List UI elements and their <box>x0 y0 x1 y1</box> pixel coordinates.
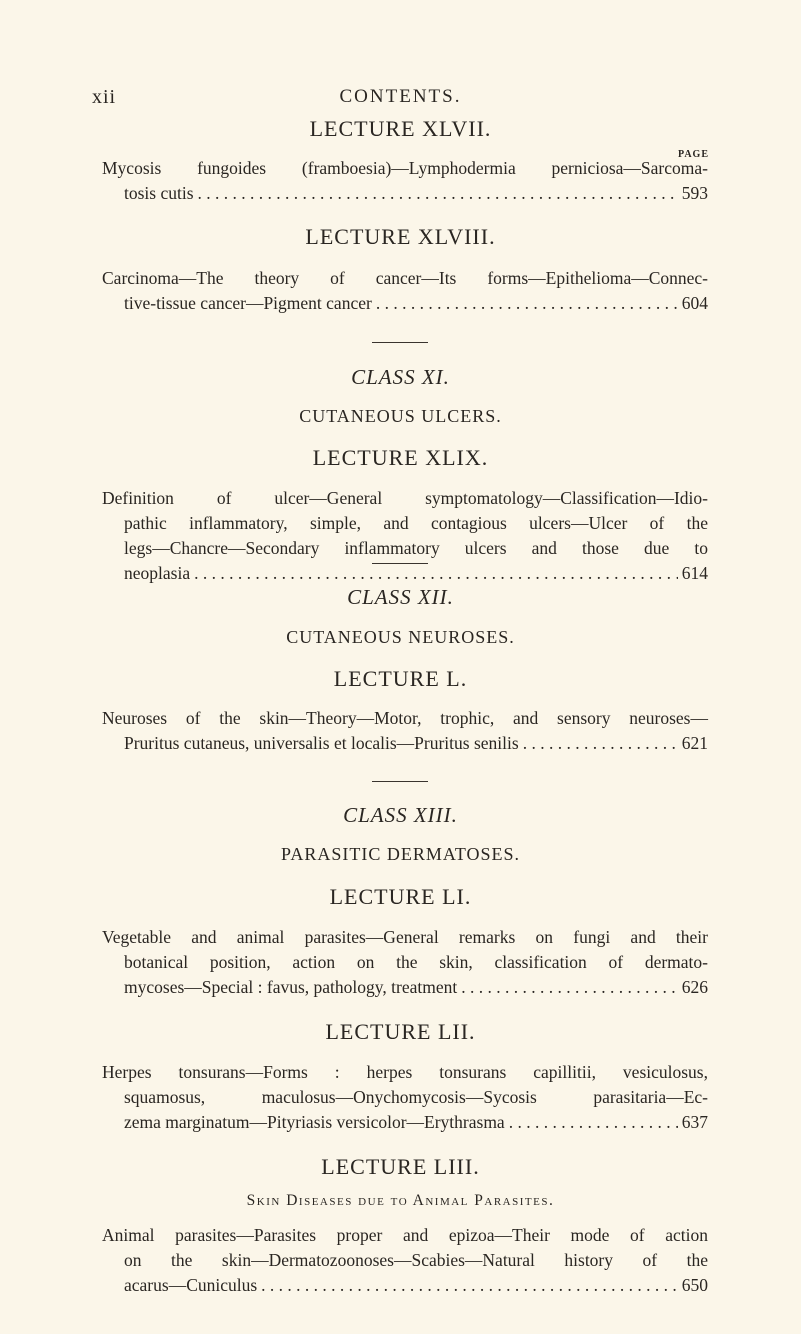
lecture-heading: LECTURE LII. <box>325 1019 476 1044</box>
contents-entry <box>102 156 708 206</box>
contents-entry <box>102 266 708 316</box>
page-column-label: PAGE <box>677 149 709 160</box>
running-head <box>92 86 709 110</box>
class-subtitle: CUTANEOUS ULCERS. <box>299 406 502 426</box>
entry-text: tive-tissue cancer—Pigment cancer <box>124 293 372 313</box>
entry-line: squamosus, maculosus—Onychomycosis—Sycosis parasitaria—Ec- <box>124 1087 708 1107</box>
lecture-heading: LECTURE XLIX. <box>312 445 489 470</box>
entry-last-line <box>102 731 708 756</box>
entry-text: acarus—Cuniculus <box>124 1275 258 1295</box>
entry-text: mycoses—Special : favus, pathology, treatment <box>124 977 458 997</box>
page-number: 626 <box>681 977 708 997</box>
dot-leader <box>509 1110 678 1135</box>
contents-entry <box>102 1223 708 1298</box>
dot-leader <box>376 291 678 316</box>
entry-line: pathic inflammatory, simple, and contagious ulcers—Ulcer of the <box>124 513 708 533</box>
entry-last-line <box>102 975 708 1000</box>
page-folio: xii <box>92 86 117 108</box>
entry-text: zema marginatum—Pityriasis versicolor—Erythrasma <box>124 1112 505 1132</box>
page-number: 650 <box>681 1275 708 1295</box>
entry-line: botanical position, action on the skin, classification of dermato- <box>124 952 708 972</box>
entry-line: Herpes tonsurans—Forms : herpes tonsurans capillitii, vesiculosus, <box>102 1062 708 1082</box>
lecture-heading: LECTURE LI. <box>329 884 472 909</box>
contents-entry <box>102 486 708 586</box>
lecture-subtitle: Skin Diseases due to Animal Parasites. <box>246 1192 555 1209</box>
section-divider <box>372 563 428 564</box>
dot-leader <box>261 1273 678 1298</box>
contents-entry <box>102 1060 708 1135</box>
entry-text: tosis cutis <box>124 183 194 203</box>
page-number: 604 <box>681 293 708 313</box>
entry-text: Pruritus cutaneus, universalis et localis—Pruritus senilis <box>124 733 519 753</box>
section-divider <box>372 342 428 343</box>
entry-last-line <box>102 561 708 586</box>
entry-line: Carcinoma—The theory of cancer—Its forms—Epithelioma—Connec- <box>102 268 708 288</box>
class-heading: CLASS XII. <box>347 585 454 609</box>
entry-last-line <box>102 1110 708 1135</box>
dot-leader <box>194 561 678 586</box>
lecture-heading: LECTURE L. <box>333 666 468 691</box>
entry-last-line <box>102 181 708 206</box>
entry-last-line <box>102 1273 708 1298</box>
entry-line: legs—Chancre—Secondary inflammatory ulcers and those due to <box>124 538 708 558</box>
entry-line: Neuroses of the skin—Theory—Motor, trophic, and sensory neuroses— <box>102 708 708 728</box>
contents-entry <box>102 706 708 756</box>
entry-last-line <box>102 291 708 316</box>
class-subtitle: CUTANEOUS NEUROSES. <box>286 627 515 647</box>
class-heading: CLASS XIII. <box>343 803 458 827</box>
page-number: 621 <box>681 733 708 753</box>
entry-text: neoplasia <box>124 563 191 583</box>
dot-leader <box>461 975 678 1000</box>
contents-entry <box>102 925 708 1000</box>
page-number: 614 <box>681 563 708 583</box>
page-title: CONTENTS. <box>339 86 462 107</box>
page-number: 593 <box>681 183 708 203</box>
entry-line: Vegetable and animal parasites—General remarks on fungi and their <box>102 927 708 947</box>
dot-leader <box>198 181 678 206</box>
entry-line: on the skin—Dermatozoonoses—Scabies—Natural history of the <box>124 1250 708 1270</box>
section-divider <box>372 781 428 782</box>
lecture-heading: LECTURE XLVII. <box>309 116 492 141</box>
class-subtitle: PARASITIC DERMATOSES. <box>280 844 521 864</box>
entry-line: Definition of ulcer—General symptomatology—Classification—Idio- <box>102 488 708 508</box>
class-heading: CLASS XI. <box>351 365 450 389</box>
entry-line: Animal parasites—Parasites proper and epizoa—Their mode of action <box>102 1225 708 1245</box>
lecture-heading: LECTURE XLVIII. <box>305 224 496 249</box>
entry-line: Mycosis fungoides (framboesia)—Lymphodermia perniciosa—Sarcoma- <box>102 158 708 178</box>
dot-leader <box>523 731 678 756</box>
lecture-heading: LECTURE LIII. <box>321 1154 480 1179</box>
page-number: 637 <box>681 1112 708 1132</box>
